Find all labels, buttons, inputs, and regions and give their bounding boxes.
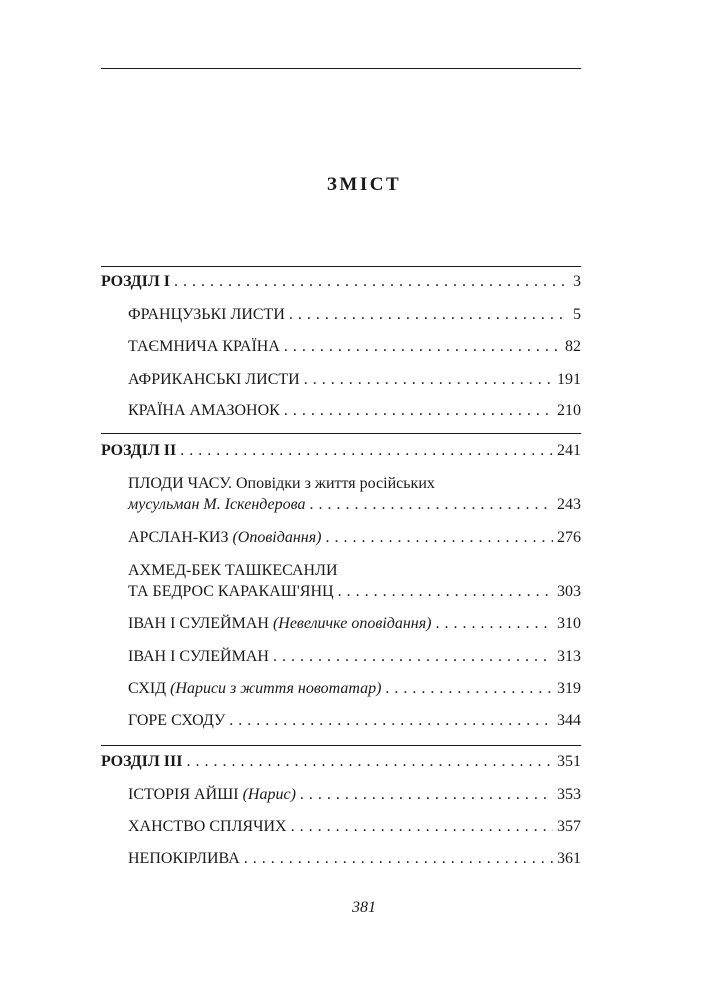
toc-entry[interactable] [128,337,581,357]
entry-title: ХАНСТВО СПЛЯЧИХ [128,818,287,835]
dot-leader [174,272,569,292]
entry-title: ФРАНЦУЗЬКІ ЛИСТИ [128,306,285,323]
page-number: 191 [557,371,581,388]
page-number: 5 [573,306,581,323]
entry-subtitle: (Нарис) [242,786,296,803]
entry-title: ІВАН І СУЛЕЙМАН [128,615,269,632]
section-divider [101,266,581,267]
page-number: 319 [557,680,581,697]
toc-entry-line1 [128,474,435,494]
toc-entry[interactable] [128,711,581,731]
dot-leader [436,614,554,634]
page-title: ЗМІСТ [326,174,402,195]
section-divider [101,745,581,746]
page-number: 3 [573,273,581,290]
toc-entry[interactable] [128,305,581,325]
page-number: 303 [557,583,581,600]
toc-section-2[interactable] [101,441,581,461]
entry-subtitle: (Оповідання) [232,529,322,546]
page-number: 82 [565,338,581,355]
section-label: РОЗДІЛ ІІІ [101,753,183,770]
entry-title: ІВАН І СУЛЕЙМАН [128,648,269,665]
page-number: 357 [557,818,581,835]
entry-subtitle: (Невеличке оповідання) [272,615,432,632]
dot-leader [304,370,553,390]
dot-leader [229,711,553,731]
dot-leader [310,495,554,515]
entry-title: КРАЇНА АМАЗОНОК [128,402,280,419]
page-number: 241 [557,442,581,459]
page-number: 276 [557,529,581,546]
dot-leader [180,441,553,461]
page-number: 351 [557,753,581,770]
entry-title: ПЛОДИ ЧАСУ. [128,475,232,492]
page-number: 210 [557,402,581,419]
section-divider [101,433,581,434]
entry-subtitle-cont: мусульман М. Іскендерова [128,496,306,513]
entry-title: АРСЛАН-КИЗ [128,529,229,546]
entry-subtitle: Оповідки з життя російських [235,475,435,492]
entry-title: СХІД [128,680,167,697]
page-number: 313 [557,648,581,665]
toc-section-3[interactable] [101,752,581,772]
toc-entry[interactable] [128,647,581,667]
toc-section-1[interactable] [101,272,581,292]
toc-entry-line1 [128,561,338,581]
dot-leader [338,582,553,602]
page-number: 344 [557,712,581,729]
page-number: 310 [557,615,581,632]
dot-leader [186,752,553,772]
toc-entry[interactable] [128,582,581,602]
toc-entry[interactable] [128,528,581,548]
toc-entry[interactable] [128,785,581,805]
entry-title: НЕПОКІРЛИВА [128,850,240,867]
entry-title: АФРИКАНСЬКІ ЛИСТИ [128,371,300,388]
page-number: 243 [557,496,581,513]
toc-entry[interactable] [128,495,581,515]
section-label: РОЗДІЛ І [101,273,170,290]
dot-leader [291,817,553,837]
page-number: 361 [557,850,581,867]
dot-leader [289,305,569,325]
dot-leader [325,528,553,548]
page-number: 353 [557,786,581,803]
section-label: РОЗДІЛ ІІ [101,442,177,459]
toc-entry[interactable] [128,817,581,837]
page-folio: 381 [352,899,376,916]
toc-entry[interactable] [128,370,581,390]
dot-leader [300,785,553,805]
entry-subtitle: (Нариси з життя новотатар) [170,680,382,697]
entry-title-cont: ТА БЕДРОС КАРАКАШ'ЯНЦ [128,583,334,600]
toc-entry[interactable] [128,849,581,869]
entry-title: АХМЕД-БЕК ТАШКЕСАНЛИ [128,562,338,579]
dot-leader [244,849,553,869]
entry-title: ТАЄМНИЧА КРАЇНА [128,338,280,355]
entry-title: ГОРЕ СХОДУ [128,712,226,729]
toc-entry[interactable] [128,614,581,634]
header-rule [101,68,581,69]
dot-leader [284,401,553,421]
entry-title: ІСТОРІЯ АЙШІ [128,786,239,803]
dot-leader [273,647,553,667]
toc-entry[interactable] [128,679,581,699]
dot-leader [284,337,561,357]
dot-leader [385,679,553,699]
toc-entry[interactable] [128,401,581,421]
